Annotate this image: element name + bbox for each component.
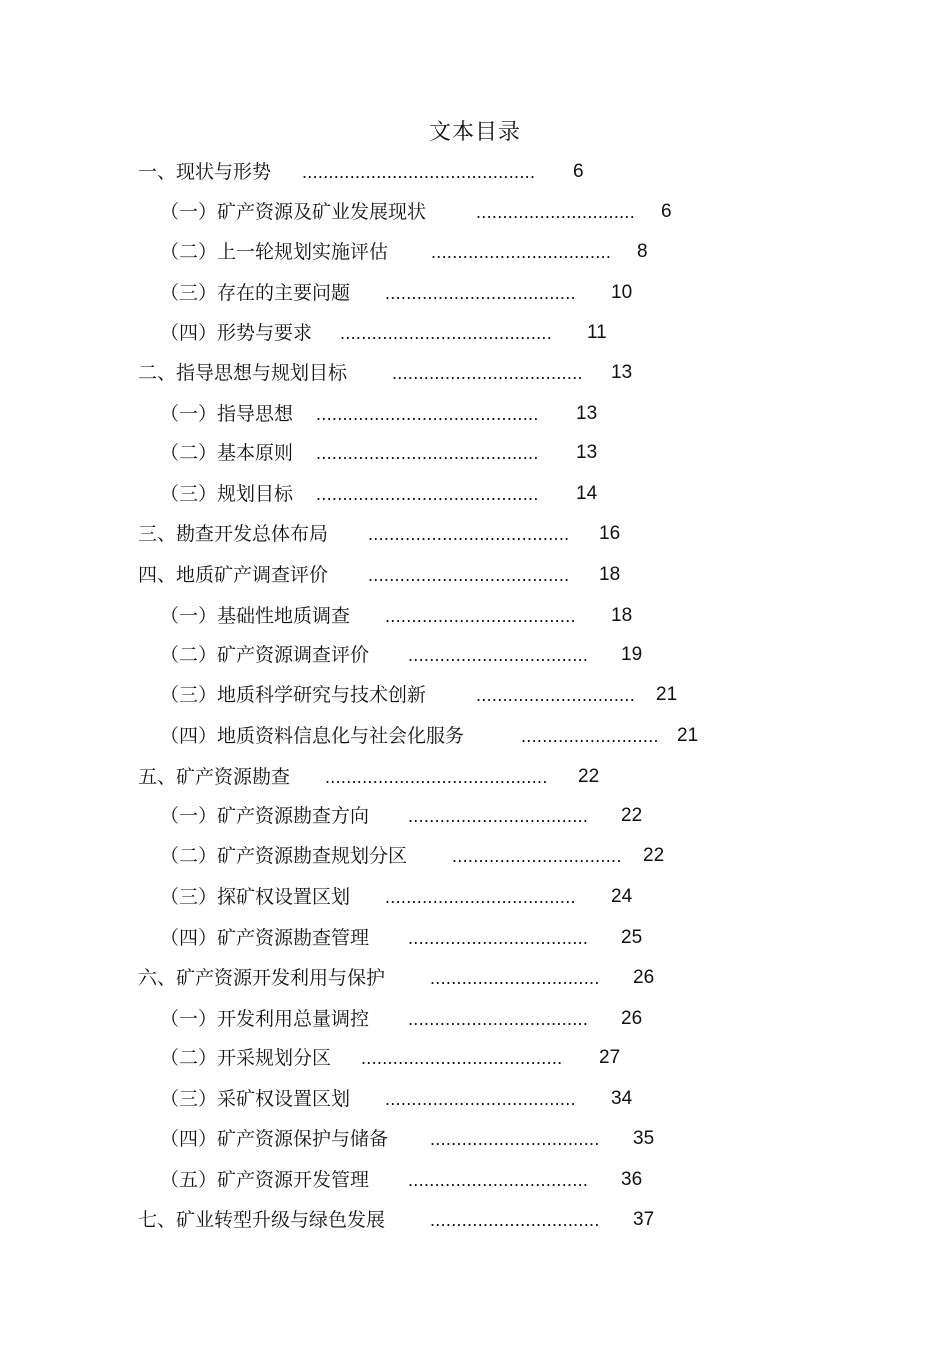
toc-entry xyxy=(160,440,598,466)
toc-entry-label: （三）探矿权设置区划 xyxy=(160,886,351,908)
toc-entry-label: （一）矿产资源勘查方向 xyxy=(160,805,370,827)
toc-leader-dots: ................................ xyxy=(430,968,600,988)
toc-entry xyxy=(160,401,598,427)
toc-entry-label: （一）开发利用总量调控 xyxy=(160,1008,370,1030)
toc-leader-dots: .......................... xyxy=(521,726,659,746)
toc-page-number: 19 xyxy=(621,644,643,665)
toc-entry xyxy=(160,843,665,869)
toc-leader-dots: .................................. xyxy=(431,242,612,262)
toc-entry xyxy=(160,320,607,346)
toc-leader-dots: ................................ xyxy=(430,1210,600,1230)
toc-page-number: 6 xyxy=(573,161,584,182)
toc-entry xyxy=(160,682,678,708)
toc-entry xyxy=(160,1167,643,1193)
toc-leader-dots: ........................................ xyxy=(340,323,553,343)
toc-leader-dots: ............................................ xyxy=(302,162,536,182)
toc-entry xyxy=(138,159,584,185)
toc-entry xyxy=(160,481,598,507)
toc-entry-label: （四）矿产资源保护与储备 xyxy=(160,1128,389,1150)
toc-entry xyxy=(160,239,648,265)
toc-leader-dots: .............................. xyxy=(476,685,636,705)
toc-entry xyxy=(160,280,633,306)
toc-page-number: 21 xyxy=(656,684,678,705)
toc-page-number: 27 xyxy=(599,1047,621,1068)
toc-leader-dots: ................................ xyxy=(430,1129,600,1149)
toc-page-number: 22 xyxy=(621,805,643,826)
toc-entry-label: （二）矿产资源调查评价 xyxy=(160,644,370,666)
toc-page-number: 37 xyxy=(633,1209,655,1230)
toc-entry xyxy=(160,884,633,910)
toc-entry-label: （三）存在的主要问题 xyxy=(160,282,351,304)
toc-entry xyxy=(160,1126,655,1152)
toc-entry-label: （四）地质资料信息化与社会化服务 xyxy=(160,725,465,747)
toc-entry-label: （二）开采规划分区 xyxy=(160,1047,332,1069)
toc-entry-label: （一）矿产资源及矿业发展现状 xyxy=(160,201,427,223)
toc-page-number: 36 xyxy=(621,1169,643,1190)
toc-leader-dots: .................................. xyxy=(408,806,589,826)
toc-entry-label: 六、矿产资源开发利用与保护 xyxy=(138,967,386,989)
toc-entry-label: （四）形势与要求 xyxy=(160,322,313,344)
toc-entry xyxy=(160,925,643,951)
toc-page-number: 16 xyxy=(599,523,621,544)
toc-leader-dots: ...................................... xyxy=(368,524,570,544)
toc-entry xyxy=(160,723,699,749)
toc-leader-dots: ................................ xyxy=(452,846,622,866)
toc-entry-label: （一）基础性地质调查 xyxy=(160,605,351,627)
toc-page-number: 8 xyxy=(637,241,648,262)
toc-entry-label: 四、地质矿产调查评价 xyxy=(138,564,329,586)
toc-entry xyxy=(138,965,655,991)
toc-entry xyxy=(160,1086,633,1112)
toc-entry xyxy=(160,1045,621,1071)
toc-leader-dots: .................................... xyxy=(385,283,576,303)
toc-leader-dots: .................................... xyxy=(392,363,583,383)
toc-leader-dots: .................................. xyxy=(408,928,589,948)
toc-entry xyxy=(160,603,633,629)
toc-entry xyxy=(138,360,633,386)
toc-page-number: 10 xyxy=(611,282,633,303)
toc-page-number: 22 xyxy=(578,766,600,787)
toc-entry xyxy=(138,764,600,790)
toc-leader-dots: .................................... xyxy=(385,887,576,907)
toc-page-number: 21 xyxy=(677,725,699,746)
toc-leader-dots: .............................. xyxy=(476,202,636,222)
toc-page-number: 13 xyxy=(576,442,598,463)
toc-page-number: 13 xyxy=(611,362,633,383)
toc-page-number: 26 xyxy=(633,967,655,988)
toc-page-number: 18 xyxy=(611,605,633,626)
toc-entry xyxy=(160,803,643,829)
toc-leader-dots: .......................................... xyxy=(316,443,539,463)
toc-entry-label: （一）指导思想 xyxy=(160,403,294,425)
toc-entry-label: （三）规划目标 xyxy=(160,483,294,505)
toc-leader-dots: ...................................... xyxy=(361,1048,563,1068)
toc-page-number: 35 xyxy=(633,1128,655,1149)
toc-entry-label: （三）地质科学研究与技术创新 xyxy=(160,684,427,706)
toc-entry-label: 一、现状与形势 xyxy=(138,161,272,183)
toc-entry-label: （二）基本原则 xyxy=(160,442,294,464)
toc-page-number: 26 xyxy=(621,1008,643,1029)
toc-page-number: 6 xyxy=(661,201,672,222)
toc-leader-dots: ...................................... xyxy=(368,565,570,585)
toc-page-number: 24 xyxy=(611,886,633,907)
toc-leader-dots: .......................................... xyxy=(325,767,548,787)
toc-entry xyxy=(138,1207,655,1233)
toc-page-number: 18 xyxy=(599,564,621,585)
toc-title: 文本目录 xyxy=(428,120,521,145)
toc-entry-label: （五）矿产资源开发管理 xyxy=(160,1169,370,1191)
toc-page-number: 13 xyxy=(576,403,598,424)
toc-leader-dots: .................................... xyxy=(385,1089,576,1109)
toc-entry-label: 三、勘查开发总体布局 xyxy=(138,523,329,545)
toc-leader-dots: .................................... xyxy=(385,606,576,626)
toc-page-number: 22 xyxy=(643,845,665,866)
toc-entry xyxy=(138,521,621,547)
toc-entry-label: （二）矿产资源勘查规划分区 xyxy=(160,845,408,867)
toc-leader-dots: .......................................... xyxy=(316,404,539,424)
toc-entry-label: 五、矿产资源勘查 xyxy=(138,766,291,788)
toc-leader-dots: .................................. xyxy=(408,645,589,665)
toc-entry xyxy=(138,562,621,588)
toc-entry xyxy=(160,642,643,668)
toc-entry-label: 七、矿业转型升级与绿色发展 xyxy=(138,1209,386,1231)
toc-entry xyxy=(160,199,672,225)
toc-entry-label: 二、指导思想与规划目标 xyxy=(138,362,348,384)
toc-entry-label: （三）采矿权设置区划 xyxy=(160,1088,351,1110)
toc-leader-dots: .................................. xyxy=(408,1170,589,1190)
toc-page-number: 14 xyxy=(576,483,598,504)
toc-entry-label: （四）矿产资源勘查管理 xyxy=(160,927,370,949)
toc-entry-label: （二）上一轮规划实施评估 xyxy=(160,241,389,263)
toc-entry xyxy=(160,1006,643,1032)
toc-leader-dots: .......................................... xyxy=(316,484,539,504)
toc-page-number: 34 xyxy=(611,1088,633,1109)
toc-page-number: 25 xyxy=(621,927,643,948)
toc-leader-dots: .................................. xyxy=(408,1009,589,1029)
toc-page-number: 11 xyxy=(587,322,607,343)
